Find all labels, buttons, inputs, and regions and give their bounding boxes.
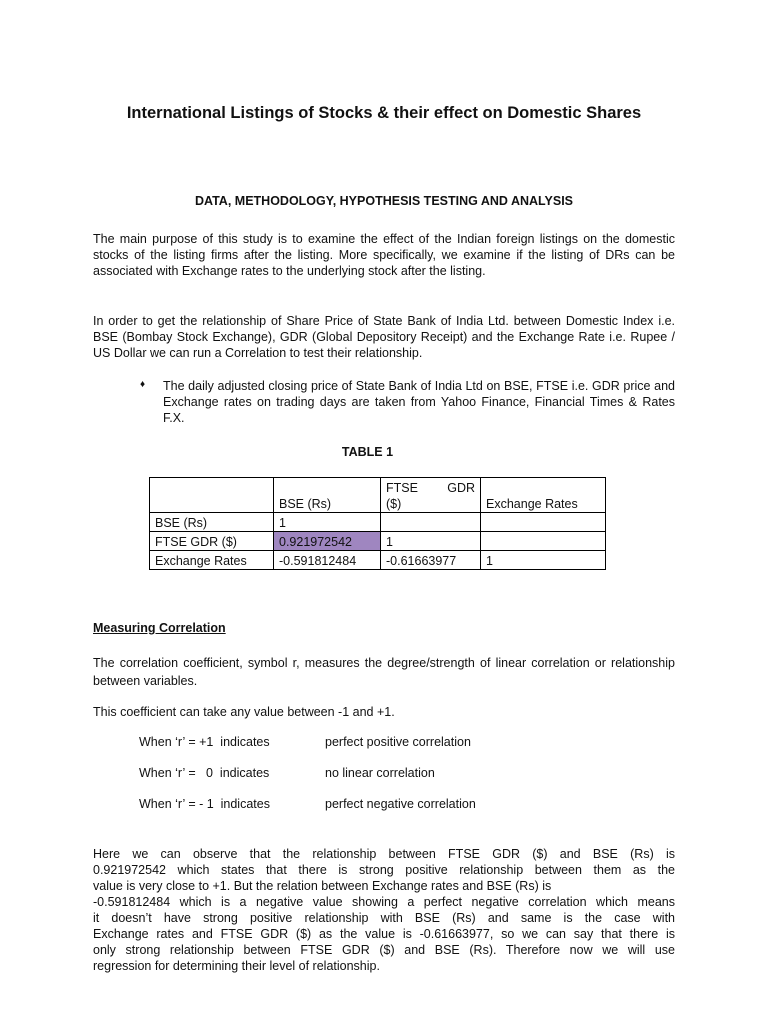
rule-meaning: perfect positive correlation [325,735,471,749]
cell-value [481,532,606,551]
table-title: TABLE 1 [341,445,394,459]
analysis-line: -0.591812484 which is a negative value showing a perfect negative correlation which means [93,895,675,909]
cell-value-highlighted: 0.921972542 [274,532,381,551]
table-header-cell-empty [150,478,274,513]
analysis-paragraph [93,846,675,974]
table-header-cell-bse: BSE (Rs) [274,478,381,513]
row-label: BSE (Rs) [150,513,274,532]
analysis-line: it doesn’t have strong positive relationship with BSE (Rs) and same is the case with [93,911,675,925]
correlation-table [149,477,606,570]
bullet-text: The daily adjusted closing price of State Bank of India Ltd on BSE, FTSE i.e. GDR price and Exchange rates on trading days are taken from Yahoo Finance, Financial Times & Rates F.X. [163,379,675,426]
rule-condition: When ‘r’ = +1 indicates [139,735,270,749]
ftse-header-word2: GDR [447,481,475,495]
ftse-header-line2: ($) [386,497,402,511]
row-label: Exchange Rates [150,551,274,570]
table-header-row [150,478,606,513]
cell-value [481,513,606,532]
cell-value: 1 [481,551,606,570]
ftse-header-line1 [386,480,475,496]
correlation-definition-paragraph: The correlation coefficient, symbol r, measures the degree/strength of linear correlation or relationship between variables. [93,656,675,688]
section-heading: DATA, METHODOLOGY, HYPOTHESIS TESTING AND ANALYSIS [194,194,574,208]
intro-paragraph: The main purpose of this study is to examine the effect of the Indian foreign listings on the domestic stocks of the listing firms after the listing. More specifically, we examine if the listing of DRs can be associated with Exchange rates to the underlying stock after the listing. [93,232,675,279]
document-title: International Listings of Stocks & their effect on Domestic Shares [126,104,642,122]
analysis-line: 0.921972542 which states that there is strong positive relationship between them as the [93,863,675,877]
table-row [150,532,606,551]
ftse-header-word1: FTSE [386,481,418,495]
table-row [150,513,606,532]
coefficient-range-paragraph: This coefficient can take any value between -1 and +1. [93,705,395,719]
row-label: FTSE GDR ($) [150,532,274,551]
relationship-paragraph: In order to get the relationship of Share Price of State Bank of India Ltd. between Domestic Index i.e. BSE (Bombay Stock Exchange), GDR (Global Depository Receipt) and the Exchange Rate i.e. Rupee / US Dollar we can run a Correlation to test their relationship. [93,314,675,361]
measuring-correlation-heading: Measuring Correlation [93,621,226,635]
cell-value: -0.591812484 [274,551,381,570]
analysis-line: Here we can observe that the relationship between FTSE GDR ($) and BSE (Rs) is [93,847,675,861]
cell-value [381,513,481,532]
analysis-line: only strong relationship between FTSE GDR ($) and BSE (Rs). Therefore now we will use [93,943,675,957]
rule-condition: When ‘r’ = - 1 indicates [139,797,270,811]
bullet-diamond-icon: ♦ [140,379,146,390]
rule-condition: When ‘r’ = 0 indicates [139,766,270,780]
analysis-line: value is very close to +1. But the relation between Exchange rates and BSE (Rs) is [93,879,552,893]
cell-value: 1 [381,532,481,551]
rule-meaning: perfect negative correlation [325,797,476,811]
cell-value: 1 [274,513,381,532]
table-header-cell-exchange: Exchange Rates [481,478,606,513]
analysis-line: Exchange rates and FTSE GDR ($) as the value is -0.61663977, so we can say that there is [93,927,675,941]
table-header-cell-ftse [381,478,481,513]
rule-meaning: no linear correlation [325,766,435,780]
analysis-line: regression for determining their level of relationship. [93,959,380,973]
table-row [150,551,606,570]
cell-value: -0.61663977 [381,551,481,570]
